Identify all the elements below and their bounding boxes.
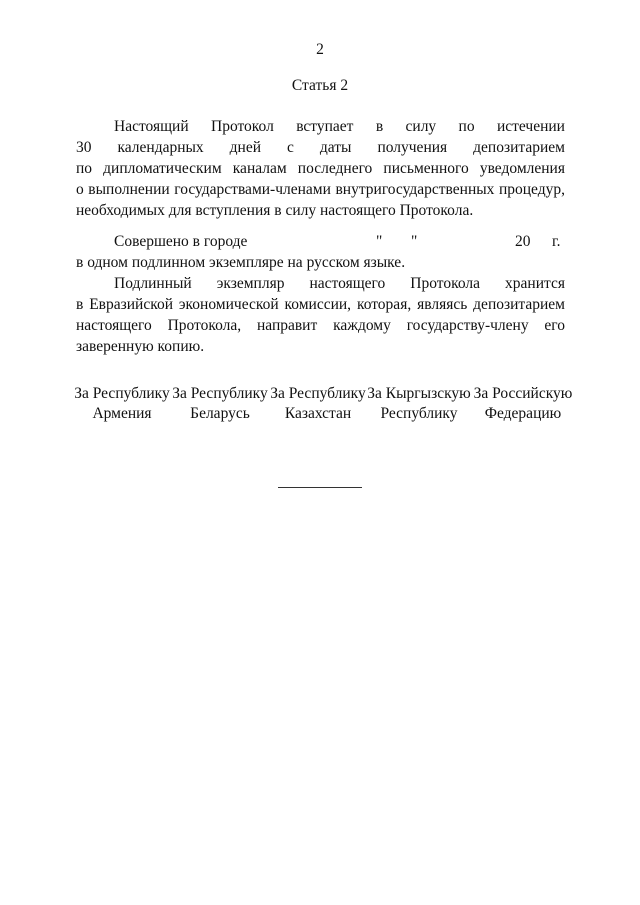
paragraph1-line1 <box>114 117 565 137</box>
word: Евразийской <box>89 296 174 313</box>
signatory-kazakhstan <box>266 384 370 424</box>
word: процедур, <box>498 181 565 198</box>
signatory-line1: За Российскую <box>473 385 573 402</box>
word: дипломатическим <box>103 160 222 177</box>
signatory-line2: Армения <box>92 405 152 422</box>
word: Подлинный <box>114 275 192 292</box>
paragraph1-line4 <box>76 180 565 200</box>
word: вступает <box>296 118 354 135</box>
date-quote-open: " <box>376 233 383 250</box>
word: по <box>76 160 93 177</box>
date-quote-close: " <box>411 233 418 250</box>
word: которая, <box>356 296 412 313</box>
date-year-suffix: г. <box>552 233 561 250</box>
word: направит <box>256 317 318 334</box>
signatory-line2: Федерацию <box>484 405 562 422</box>
word: истечении <box>496 118 565 135</box>
word: хранится <box>505 275 565 292</box>
word: каждому <box>333 317 391 334</box>
paragraph1-line3 <box>76 159 565 179</box>
page-number: 2 <box>316 41 324 58</box>
done-at-line <box>114 232 565 252</box>
paragraph3-line2 <box>76 295 565 315</box>
word: настоящего <box>309 275 386 292</box>
word: Протокола, <box>167 317 242 334</box>
word: письменного <box>383 160 469 177</box>
word: внутригосударственных <box>335 181 495 198</box>
paragraph3-line4: заверенную копию. <box>76 338 205 355</box>
word: силу <box>405 118 437 135</box>
word: экономической <box>178 296 279 313</box>
word: календарных <box>117 139 204 156</box>
word: государствами-членами <box>174 181 331 198</box>
word: даты <box>319 139 352 156</box>
signatory-line1: За Кыргызскую <box>367 385 471 402</box>
done-language-line: в одном подлинном экземпляре на русском языке. <box>76 254 406 271</box>
word: настоящего <box>76 317 152 334</box>
signatory-line2: Республику <box>380 405 458 422</box>
article-heading: Статья 2 <box>291 77 349 94</box>
signatory-russia <box>471 384 575 424</box>
paragraph3-line1 <box>114 274 565 294</box>
word: 30 <box>76 139 92 156</box>
word: экземпляр <box>216 275 285 292</box>
word: уведомления <box>479 160 565 177</box>
word: депозитарием <box>473 296 565 313</box>
signatory-armenia <box>70 384 174 424</box>
word: о <box>76 181 84 198</box>
word: его <box>544 317 565 334</box>
word: комиссии, <box>284 296 352 313</box>
signatory-line1: За Республику <box>172 385 268 402</box>
signatory-belarus <box>168 384 272 424</box>
paragraph1-line5: необходимых для вступления в силу настоящего Протокола. <box>76 202 474 219</box>
word: в <box>76 296 84 313</box>
word: каналам <box>232 160 287 177</box>
word: последнего <box>297 160 373 177</box>
signatory-line1: За Республику <box>270 385 366 402</box>
word: депозитарием <box>473 139 565 156</box>
word: дней <box>229 139 262 156</box>
word: с <box>287 139 294 156</box>
word: государству-члену <box>406 317 529 334</box>
word: получения <box>377 139 448 156</box>
paragraph1-line2 <box>76 138 565 158</box>
word: Протокола <box>410 275 480 292</box>
word: являясь <box>417 296 468 313</box>
signatory-line1: За Республику <box>74 385 170 402</box>
done-at-prefix: Совершено в городе <box>114 233 248 250</box>
signatory-line2: Казахстан <box>284 405 352 422</box>
signatory-kyrgyzstan <box>367 384 471 424</box>
word: выполнении <box>88 181 170 198</box>
word: Протокол <box>211 118 274 135</box>
word: по <box>458 118 475 135</box>
word: в <box>375 118 384 135</box>
date-year: 20 <box>515 233 531 250</box>
paragraph3-line3 <box>76 316 565 336</box>
signatory-line2: Беларусь <box>190 405 250 422</box>
end-of-text-rule <box>278 487 362 488</box>
word: Настоящий <box>114 118 189 135</box>
